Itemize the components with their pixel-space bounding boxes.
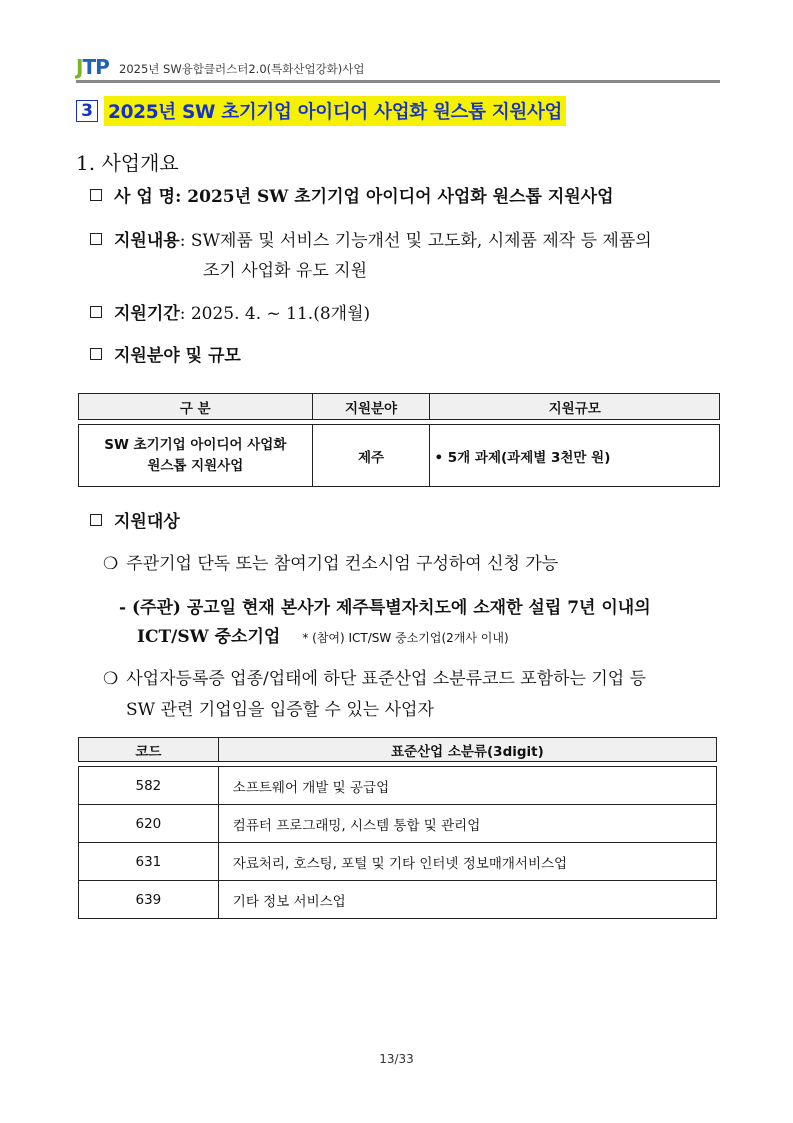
table-row bbox=[79, 767, 717, 805]
code-cell: 639 bbox=[79, 881, 219, 919]
running-header: 2025년 SW융합클러스터2.0(특화산업강화)사업 bbox=[119, 62, 365, 76]
header-divider bbox=[76, 80, 720, 83]
column-header: 지원분야 bbox=[312, 394, 430, 420]
section-number-box: 3 bbox=[76, 100, 98, 122]
industry-code-table bbox=[78, 737, 717, 919]
industry-name-cell: 컴퓨터 프로그래밍, 시스템 통합 및 관리업 bbox=[218, 805, 716, 843]
overview-item-period: 지원기간: 2025. 4. ~ 11.(8개월) bbox=[90, 301, 370, 327]
section-title bbox=[76, 97, 566, 125]
code-cell: 631 bbox=[79, 843, 219, 881]
jtp-logo: JTP bbox=[76, 55, 109, 79]
column-header: 구 분 bbox=[79, 394, 313, 420]
code-table-header bbox=[79, 738, 717, 762]
program-name-cell: SW 초기기업 아이디어 사업화 원스톱 지원사업 bbox=[79, 425, 313, 487]
table-row bbox=[79, 805, 717, 843]
target-dash-line-2: ICT/SW 중소기업 * (참여) ICT/SW 중소기업(2개사 이내) bbox=[137, 627, 509, 647]
circle-bullet-icon: ❍ bbox=[103, 669, 119, 689]
overview-item-content-cont: 조기 사업화 유도 지원 bbox=[203, 261, 368, 281]
overview-item-name: 사 업 명: 2025년 SW 초기기업 아이디어 사업화 원스톱 지원사업 bbox=[90, 184, 614, 210]
checkbox-bullet-icon bbox=[90, 189, 102, 201]
overview-item-content: 지원내용: SW제품 및 서비스 기능개선 및 고도화, 시제품 제작 등 제품의 bbox=[90, 228, 652, 254]
checkbox-bullet-icon bbox=[90, 306, 102, 318]
dot-bullet-icon: • bbox=[434, 449, 448, 466]
code-cell: 620 bbox=[79, 805, 219, 843]
checkbox-bullet-icon bbox=[90, 514, 102, 526]
target-heading: 지원대상 bbox=[90, 509, 180, 535]
column-header: 지원규모 bbox=[430, 394, 720, 420]
circle-bullet-icon: ❍ bbox=[103, 554, 119, 574]
checkbox-bullet-icon bbox=[90, 348, 102, 360]
scale-table-header bbox=[79, 394, 720, 420]
participant-note: * (참여) ICT/SW 중소기업(2개사 이내) bbox=[302, 631, 509, 645]
target-circle-item-2-cont: SW 관련 기업임을 입증할 수 있는 사업자 bbox=[126, 700, 434, 720]
column-header: 코드 bbox=[79, 738, 219, 762]
target-circle-item-1: ❍ 주관기업 단독 또는 참여기업 컨소시엄 구성하여 신청 가능 bbox=[103, 554, 559, 574]
table-row bbox=[79, 425, 720, 487]
section-title-text: 2025년 SW 초기기업 아이디어 사업화 원스톱 지원사업 bbox=[104, 96, 566, 126]
target-dash-line-1: - (주관) 공고일 현재 본사가 제주특별자치도에 소재한 설립 7년 이내의 bbox=[119, 598, 651, 618]
industry-name-cell: 소프트웨어 개발 및 공급업 bbox=[218, 767, 716, 805]
column-header: 표준산업 소분류(3digit) bbox=[218, 738, 716, 762]
table-row bbox=[79, 843, 717, 881]
table-row bbox=[79, 881, 717, 919]
overview-heading: 1. 사업개요 bbox=[76, 151, 179, 175]
checkbox-bullet-icon bbox=[90, 233, 102, 245]
target-circle-item-2: ❍ 사업자등록증 업종/업태에 하단 표준산업 소분류코드 포함하는 기업 등 bbox=[103, 669, 647, 689]
industry-name-cell: 기타 정보 서비스업 bbox=[218, 881, 716, 919]
overview-item-scale: 지원분야 및 규모 bbox=[90, 343, 241, 369]
scale-cell: • 5개 과제(과제별 3천만 원) bbox=[430, 425, 720, 487]
field-cell: 제주 bbox=[312, 425, 430, 487]
scale-table bbox=[78, 393, 720, 487]
industry-name-cell: 자료처리, 호스팅, 포털 및 기타 인터넷 정보매개서비스업 bbox=[218, 843, 716, 881]
page-number: 13/33 bbox=[379, 1052, 414, 1066]
code-cell: 582 bbox=[79, 767, 219, 805]
